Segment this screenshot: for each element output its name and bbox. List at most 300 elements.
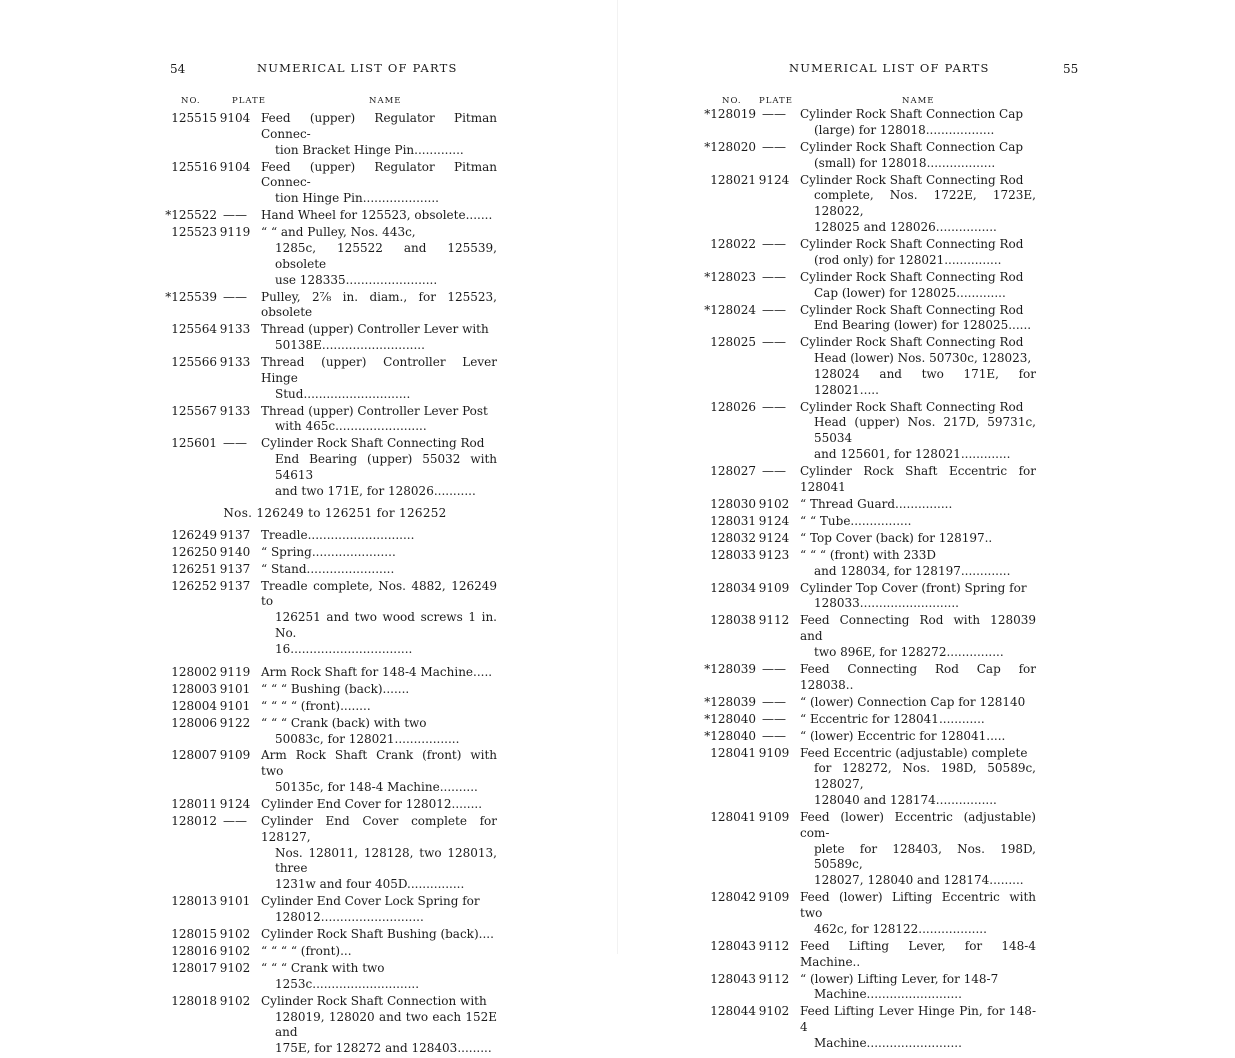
column-header-plate: PLATE xyxy=(759,96,793,106)
part-number: 125516 xyxy=(171,159,217,174)
part-name-line: 126251 and two wood screws 1 in. No. xyxy=(275,610,497,640)
part-name-line: 462c, for 128122.................. xyxy=(814,921,987,936)
part-name xyxy=(261,944,497,960)
part-name-line: 175E, for 128272 and 128403......... xyxy=(275,1041,492,1056)
part-number: 128030 xyxy=(710,496,756,511)
part-entry xyxy=(159,355,511,402)
part-name-line: Head (upper) Nos. 217D, 59731c, 55034 xyxy=(814,415,1036,446)
part-name-line: tion Hinge Pin.................... xyxy=(275,191,439,206)
part-name-line: Cap (lower) for 128025............. xyxy=(814,285,1006,300)
part-name-line: Feed Eccentric (adjustable) complete xyxy=(800,745,1028,760)
part-number: 128003 xyxy=(171,681,217,696)
part-number: 128043 xyxy=(710,938,756,953)
part-number: 128032 xyxy=(710,530,756,545)
part-number: 128038 xyxy=(710,613,756,628)
part-name xyxy=(261,562,497,578)
part-name-line: Cylinder Rock Shaft Connection with xyxy=(261,993,487,1008)
part-number: 128004 xyxy=(171,698,217,713)
part-entry xyxy=(698,237,1050,269)
plate-number: 9109 xyxy=(758,580,790,595)
part-name-line: 128025 and 128026................ xyxy=(814,219,997,234)
part-entry xyxy=(698,662,1050,694)
part-entry xyxy=(698,335,1050,398)
part-name xyxy=(800,335,1036,398)
part-entry xyxy=(159,927,511,943)
plate-number: —— xyxy=(762,711,786,726)
plate-number: 9112 xyxy=(758,971,790,986)
plate-number: 9133 xyxy=(219,355,251,370)
part-name-line: Cylinder Rock Shaft Connection Cap xyxy=(800,107,1024,121)
part-entry xyxy=(159,562,511,578)
part-entry xyxy=(159,748,511,795)
plate-number: 9119 xyxy=(219,664,251,679)
plate-number: 9101 xyxy=(219,681,251,696)
part-entry xyxy=(698,972,1050,1004)
plate-number: 9124 xyxy=(758,513,790,528)
part-name-line: Feed Lifting Lever Hinge Pin, for 148-4 xyxy=(800,1004,1036,1035)
plate-number: —— xyxy=(762,464,786,479)
part-number: *128040 xyxy=(704,711,756,726)
part-name-line: “ Stand....................... xyxy=(261,561,395,576)
part-name xyxy=(800,303,1036,335)
part-name-line: 128027, 128040 and 128174......... xyxy=(814,873,1024,888)
part-name xyxy=(800,972,1036,1004)
part-entry xyxy=(698,729,1050,745)
part-name-line: Feed (lower) Lifting Eccentric with two xyxy=(800,890,1036,920)
column-header-no: NO. xyxy=(722,96,742,106)
part-name xyxy=(800,613,1036,660)
part-name-line: “ Thread Guard............... xyxy=(800,496,953,511)
part-number: *128024 xyxy=(704,302,756,317)
part-number: 125523 xyxy=(171,225,217,240)
parts-list xyxy=(159,111,511,1058)
part-entry xyxy=(698,548,1050,580)
part-name-line: Cylinder Rock Shaft Connecting Rod xyxy=(800,399,1024,414)
column-header-plate: PLATE xyxy=(232,96,266,106)
part-name-line: Feed Connecting Rod Cap for 128038.. xyxy=(800,661,1036,692)
part-number: 128007 xyxy=(171,748,217,763)
part-name-line: 50083c, for 128021................. xyxy=(275,731,460,746)
part-name xyxy=(261,579,497,658)
part-name-line: 128012........................... xyxy=(275,910,424,925)
plate-number: —— xyxy=(762,694,786,709)
part-number: 126250 xyxy=(171,544,217,559)
part-name xyxy=(261,225,497,288)
part-name-line: Stud............................ xyxy=(275,386,411,401)
part-number: 125567 xyxy=(171,403,217,418)
plate-number: 9102 xyxy=(219,943,251,958)
part-number: *125522 xyxy=(165,208,217,223)
part-name xyxy=(261,927,497,943)
part-name-line: “ Eccentric for 128041............ xyxy=(800,711,985,726)
part-entry xyxy=(698,695,1050,711)
plate-number: —— xyxy=(762,269,786,284)
part-entry xyxy=(159,961,511,993)
part-name xyxy=(261,322,497,354)
part-name xyxy=(261,528,497,544)
part-name xyxy=(800,746,1036,809)
plate-number: 9124 xyxy=(758,172,790,187)
part-number: 128011 xyxy=(171,797,217,812)
part-name xyxy=(261,404,497,436)
part-name xyxy=(261,961,497,993)
plate-number: 9109 xyxy=(758,890,790,905)
page-title: NUMERICAL LIST OF PARTS xyxy=(257,61,458,75)
plate-number: 9137 xyxy=(219,527,251,542)
part-entry xyxy=(159,579,511,658)
part-entry xyxy=(159,894,511,926)
part-name-line: two 896E, for 128272............... xyxy=(814,644,1004,659)
part-name xyxy=(261,994,497,1057)
part-name xyxy=(800,531,1036,547)
part-name-line: 1253c............................ xyxy=(275,976,420,991)
part-name xyxy=(800,400,1036,463)
part-name xyxy=(800,107,1036,139)
part-name-line: and 128034, for 128197............. xyxy=(814,563,1011,578)
part-entry xyxy=(159,814,511,893)
plate-number: —— xyxy=(762,302,786,317)
plate-number: 9112 xyxy=(758,938,790,953)
part-number: 128016 xyxy=(171,943,217,958)
part-name-line: plete for 128403, Nos. 198D, 50589c, xyxy=(814,841,1036,872)
part-name xyxy=(800,695,1036,711)
part-name-line: Feed (upper) Regulator Pitman Connec- xyxy=(261,159,497,190)
plate-number: 9109 xyxy=(758,745,790,760)
part-name-line: Cylinder Rock Shaft Connecting Rod xyxy=(800,335,1024,350)
part-name xyxy=(261,665,497,681)
plate-number: 9133 xyxy=(219,322,251,337)
plate-number: 9101 xyxy=(219,894,251,909)
part-name xyxy=(800,464,1036,496)
part-name-line: “ “ “ Bushing (back)....... xyxy=(261,681,410,696)
part-name-line: use 128335........................ xyxy=(275,272,438,287)
part-name-line: Thread (upper) Controller Lever Post xyxy=(261,403,488,418)
part-entry xyxy=(698,270,1050,302)
plate-number: 9104 xyxy=(219,159,251,174)
plate-number: 9124 xyxy=(219,797,251,812)
part-number: 128013 xyxy=(171,894,217,909)
part-entry xyxy=(698,712,1050,728)
part-entry xyxy=(159,699,511,715)
part-name xyxy=(261,111,497,158)
part-name-line: Cylinder End Cover for 128012........ xyxy=(261,797,483,812)
part-number: *125539 xyxy=(165,289,217,304)
part-name-line: 128019, 128020 and two each 152E and xyxy=(275,1009,497,1040)
page-number: 55 xyxy=(1063,62,1079,76)
part-name-line: “ “ “ Crank with two xyxy=(261,960,385,975)
part-name-line: for 128272, Nos. 198D, 50589c, 128027, xyxy=(814,761,1036,792)
plate-number: —— xyxy=(223,436,247,451)
plate-number: 9102 xyxy=(758,1004,790,1019)
part-name-line: and 125601, for 128021............. xyxy=(814,447,1011,462)
part-entry xyxy=(159,322,511,354)
part-name-line: with 465c........................ xyxy=(275,419,427,434)
part-number: *128039 xyxy=(704,661,756,676)
part-number: 128018 xyxy=(171,993,217,1008)
part-name xyxy=(800,729,1036,745)
part-name xyxy=(261,814,497,893)
part-number: 128041 xyxy=(710,810,756,825)
section-subheading: Nos. 126249 to 126251 for 126252 xyxy=(223,505,447,520)
plate-number: —— xyxy=(762,335,786,350)
part-name xyxy=(261,545,497,561)
part-name-line: “ Top Cover (back) for 128197.. xyxy=(800,530,993,545)
part-name-line: Feed (lower) Eccentric (adjustable) com- xyxy=(800,810,1036,840)
part-number: 128006 xyxy=(171,715,217,730)
part-entry xyxy=(159,528,511,544)
part-name xyxy=(800,1004,1036,1051)
plate-number: 9109 xyxy=(219,748,251,763)
part-entry xyxy=(698,173,1050,236)
part-name-line: “ “ “ (front) with 233D xyxy=(800,547,936,562)
plate-number: 9102 xyxy=(758,496,790,511)
part-entry xyxy=(159,208,511,224)
part-number: *128040 xyxy=(704,728,756,743)
plate-number: —— xyxy=(762,728,786,743)
part-entry xyxy=(698,303,1050,335)
part-name-line: 1285c, 125522 and 125539, obsolete xyxy=(275,240,497,271)
page-number: 54 xyxy=(170,62,186,76)
part-number: 128021 xyxy=(710,172,756,187)
plate-number: 9137 xyxy=(219,561,251,576)
plate-number: 9102 xyxy=(219,993,251,1008)
part-name-line: 50138E........................... xyxy=(275,338,425,353)
part-entry xyxy=(159,944,511,960)
part-name-line: “ Spring...................... xyxy=(261,544,396,559)
plate-number: 9122 xyxy=(219,715,251,730)
part-name-line: Cylinder Rock Shaft Connecting Rod xyxy=(800,172,1024,187)
part-number: 126251 xyxy=(171,561,217,576)
column-header-name: NAME xyxy=(369,96,402,106)
plate-number: —— xyxy=(223,289,247,304)
plate-number: —— xyxy=(762,139,786,154)
part-entry xyxy=(698,746,1050,809)
part-entry xyxy=(159,682,511,698)
part-name xyxy=(800,810,1036,889)
part-entry xyxy=(698,939,1050,971)
part-name-line: Arm Rock Shaft Crank (front) with two xyxy=(261,748,497,779)
part-name-line: Cylinder Rock Shaft Connecting Rod xyxy=(800,269,1024,284)
page-title: NUMERICAL LIST OF PARTS xyxy=(789,61,990,75)
part-name-line: End Bearing (upper) 55032 with 54613 xyxy=(275,452,497,483)
part-name-line: Hand Wheel for 125523, obsolete....... xyxy=(261,208,493,223)
part-name xyxy=(261,436,497,499)
part-name xyxy=(261,797,497,813)
plate-number: 9102 xyxy=(219,960,251,975)
part-name-line: Cylinder End Cover Lock Spring for xyxy=(261,894,480,909)
plate-number: 9133 xyxy=(219,403,251,418)
part-number: 128033 xyxy=(710,547,756,562)
part-number: 128015 xyxy=(171,927,217,941)
part-name xyxy=(800,140,1036,172)
part-entry xyxy=(698,581,1050,613)
part-name-line: (large) for 128018.................. xyxy=(814,122,995,137)
part-name-line: Cylinder Top Cover (front) Spring for xyxy=(800,580,1027,595)
part-name-line: “ (lower) Eccentric for 128041..... xyxy=(800,728,1006,743)
part-name-line: Arm Rock Shaft for 148-4 Machine..... xyxy=(261,664,493,679)
right-page xyxy=(617,0,1235,1050)
part-number: *128039 xyxy=(704,694,756,709)
part-name xyxy=(800,237,1036,269)
part-name xyxy=(800,890,1036,937)
part-name-line: “ (lower) Lifting Lever, for 148-7 xyxy=(800,971,999,986)
part-name-line: Cylinder Rock Shaft Connection Cap xyxy=(800,139,1024,154)
part-entry xyxy=(698,497,1050,513)
part-number: *128023 xyxy=(704,269,756,284)
plate-number: 9102 xyxy=(219,927,251,941)
part-name-line: tion Bracket Hinge Pin............. xyxy=(275,142,464,157)
part-name xyxy=(800,497,1036,513)
part-name-line: Nos. 128011, 128128, two 128013, three xyxy=(275,845,497,876)
part-entry xyxy=(698,107,1050,139)
part-entry xyxy=(698,514,1050,530)
part-name-line: Machine......................... xyxy=(814,1035,962,1050)
plate-number: 9112 xyxy=(758,613,790,628)
plate-number: 9140 xyxy=(219,544,251,559)
part-name-line: Head (lower) Nos. 50730c, 128023, xyxy=(814,351,1032,366)
part-entry xyxy=(698,140,1050,172)
part-name xyxy=(261,699,497,715)
part-name xyxy=(261,290,497,322)
part-number: 126249 xyxy=(171,527,217,542)
part-name xyxy=(800,939,1036,971)
part-name-line: Treadle............................ xyxy=(261,527,415,542)
part-name-line: 128033.......................... xyxy=(814,596,959,611)
plate-number: —— xyxy=(762,399,786,414)
part-name-line: 1231w and four 405D............... xyxy=(275,877,465,892)
plate-number: 9119 xyxy=(219,225,251,240)
part-name-line: Feed (upper) Regulator Pitman Connec- xyxy=(261,111,497,141)
part-name xyxy=(261,208,497,224)
part-name-line: Machine......................... xyxy=(814,987,962,1002)
part-name-line: Feed Lifting Lever, for 148-4 Machine.. xyxy=(800,938,1036,969)
plate-number: 9104 xyxy=(219,111,251,125)
part-entry xyxy=(698,890,1050,937)
part-name-line: Treadle complete, Nos. 4882, 126249 to xyxy=(261,578,497,609)
left-page xyxy=(0,0,617,1056)
part-entry xyxy=(698,531,1050,547)
part-number: 125566 xyxy=(171,355,217,370)
part-name xyxy=(261,716,497,748)
part-entry xyxy=(698,400,1050,463)
part-number: 128027 xyxy=(710,464,756,479)
plate-number: —— xyxy=(762,661,786,676)
plate-number: 9109 xyxy=(758,810,790,825)
part-number: 128034 xyxy=(710,580,756,595)
part-name xyxy=(800,712,1036,728)
part-entry xyxy=(159,436,511,499)
part-number: 128041 xyxy=(710,745,756,760)
part-name xyxy=(261,894,497,926)
part-entry xyxy=(159,545,511,561)
part-name-line: Cylinder Rock Shaft Connecting Rod xyxy=(800,302,1024,317)
part-name-line: “ “ “ “ (front)... xyxy=(261,943,352,958)
part-name-line: Feed Connecting Rod with 128039 and xyxy=(800,613,1036,644)
part-entry xyxy=(159,225,511,288)
plate-number: —— xyxy=(223,814,247,829)
plate-number: —— xyxy=(223,208,247,223)
part-name-line: 128024 and two 171E, for 128021..... xyxy=(814,366,1036,397)
part-name-line: Cylinder Rock Shaft Bushing (back).... xyxy=(261,927,494,941)
part-number: 128044 xyxy=(710,1004,756,1019)
plate-number: 9124 xyxy=(758,530,790,545)
part-name-line: “ “ Tube................ xyxy=(800,513,912,528)
part-name-line: Cylinder End Cover complete for 128127, xyxy=(261,814,497,844)
plate-number: —— xyxy=(762,236,786,251)
column-header-name: NAME xyxy=(902,96,935,106)
part-number: 128025 xyxy=(710,335,756,350)
part-name xyxy=(800,514,1036,530)
parts-list xyxy=(698,107,1050,1053)
part-entry xyxy=(159,665,511,681)
part-number: 125601 xyxy=(171,436,217,451)
part-name-line: Cylinder Rock Shaft Connecting Rod xyxy=(261,436,485,451)
part-number: 128031 xyxy=(710,513,756,528)
column-header-no: NO. xyxy=(181,96,201,106)
part-name-line: “ (lower) Connection Cap for 128140 xyxy=(800,694,1026,709)
part-name xyxy=(800,548,1036,580)
part-number: 128022 xyxy=(710,236,756,251)
part-number: 125515 xyxy=(171,111,217,125)
part-name-line: complete, Nos. 1722E, 1723E, 128022, xyxy=(814,188,1036,219)
part-entry xyxy=(159,111,511,158)
part-name-line: 16................................ xyxy=(275,641,413,656)
part-entry xyxy=(159,797,511,813)
part-name xyxy=(261,682,497,698)
plate-number: 9137 xyxy=(219,578,251,593)
part-number: 128017 xyxy=(171,960,217,975)
part-entry xyxy=(698,613,1050,660)
part-number: 126252 xyxy=(171,578,217,593)
part-number: 128026 xyxy=(710,399,756,414)
part-name-line: “ “ “ Crank (back) with two xyxy=(261,715,427,730)
part-entry xyxy=(159,994,511,1057)
part-entry xyxy=(698,1004,1050,1051)
part-name-line: Pulley, 2⅞ in. diam., for 125523, obsolete xyxy=(261,289,497,320)
part-name-line: (small) for 128018.................. xyxy=(814,155,996,170)
part-name-line: 50135c, for 148-4 Machine.......... xyxy=(275,780,478,795)
part-number: *128020 xyxy=(704,139,756,154)
part-number: 128002 xyxy=(171,664,217,679)
part-entry xyxy=(159,404,511,436)
part-number: 128042 xyxy=(710,890,756,905)
part-entry xyxy=(159,290,511,322)
part-name-line: “ “ and Pulley, Nos. 443c, xyxy=(261,225,416,240)
plate-number: 9101 xyxy=(219,698,251,713)
part-name-line: 128040 and 128174................ xyxy=(814,793,997,808)
part-name xyxy=(800,270,1036,302)
part-name xyxy=(800,662,1036,694)
part-name-line: End Bearing (lower) for 128025...... xyxy=(814,318,1032,333)
part-entry xyxy=(159,716,511,748)
part-number: 125564 xyxy=(171,322,217,337)
part-name xyxy=(261,355,497,402)
part-number: 128012 xyxy=(171,814,217,829)
part-name-line: Thread (upper) Controller Lever with xyxy=(261,322,489,337)
part-number: 128043 xyxy=(710,971,756,986)
part-name xyxy=(261,160,497,207)
part-name xyxy=(800,173,1036,236)
part-entry xyxy=(159,160,511,207)
part-name-line: Cylinder Rock Shaft Eccentric for 128041 xyxy=(800,464,1036,494)
part-number: *128019 xyxy=(704,107,756,121)
part-name-line: “ “ “ “ (front)........ xyxy=(261,698,371,713)
part-name-line: Cylinder Rock Shaft Connecting Rod xyxy=(800,236,1024,251)
part-name-line: and two 171E, for 128026........... xyxy=(275,483,476,498)
part-name xyxy=(800,581,1036,613)
plate-number: —— xyxy=(762,107,786,121)
part-name xyxy=(261,748,497,795)
